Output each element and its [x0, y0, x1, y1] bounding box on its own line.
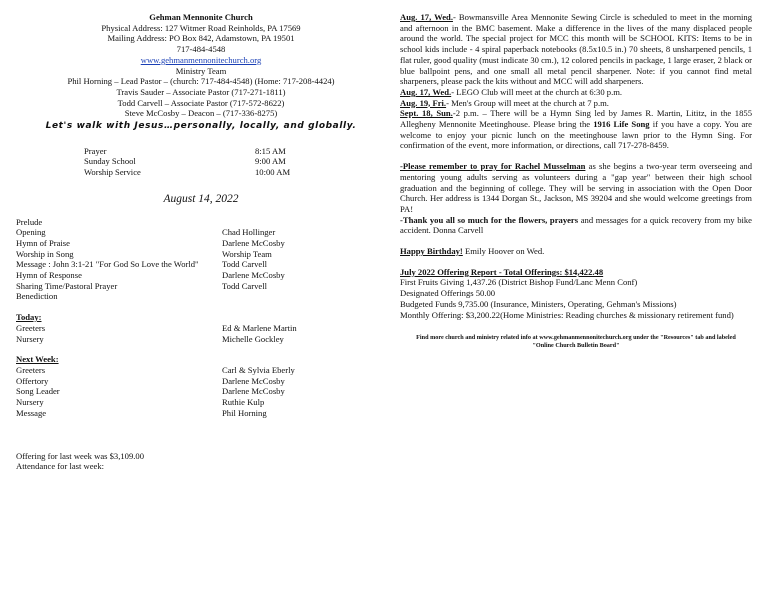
left-column [16, 12, 386, 472]
duty-role: Greeters [16, 322, 46, 333]
offering-report-line: First Fruits Giving 1,437.26 (District Bishop Fund/Lanc Menn Conf) [400, 277, 638, 288]
attendance-note: Attendance for last week: [16, 461, 105, 472]
right-column [400, 12, 752, 349]
church-motto: Let's walk with Jesus…personally, locally, and globally. [45, 121, 357, 132]
service-item: Message : John 3:1-21 "For God So Love the World" [16, 259, 199, 270]
announcement-hymn-sing [400, 108, 752, 151]
offering-report-line: Monthly Offering: $3,200.22(Home Ministries: Reading churches & missionary retirement fund) [400, 309, 734, 320]
staff-line: Steve McCosby – Deacon – (717-336-8275) [124, 108, 278, 119]
today-row [16, 334, 386, 345]
announcement-text: if you have a copy. You are welcome to enjoy your picnic lunch on the meetinghouse lawn prior to the Hymn Sing. For confirmation of the event, more information, or directions, call 717-278-8459. [400, 119, 752, 151]
announcement-lego [400, 87, 752, 98]
announcement-date: Aug. 17, Wed. [400, 86, 452, 97]
duty-role: Nursery [16, 333, 44, 344]
duty-role: Offertory [16, 375, 49, 386]
next-week-row [16, 397, 386, 408]
duty-person: Darlene McCosby [222, 375, 285, 386]
service-item: Opening [16, 227, 46, 238]
prayer-heading: -Please remember to pray for Rachel Musselman [400, 161, 586, 172]
order-of-service [16, 217, 386, 303]
duty-person: Carl & Sylvia Eberly [222, 364, 295, 375]
today-row [16, 323, 386, 334]
service-item: Sharing Time/Pastoral Prayer [16, 280, 118, 291]
announcement-sewing [400, 12, 752, 87]
schedule-row [84, 146, 344, 157]
service-row [16, 259, 386, 270]
duty-role: Greeters [16, 364, 46, 375]
today-heading: Today: [16, 312, 42, 323]
schedule-time: 9:00 AM [255, 156, 286, 167]
thanks-heading: -Thank you all so much for the flowers, prayers [400, 214, 579, 225]
announcement-text: - Men's Group will meet at the church at 7 p.m. [446, 97, 609, 108]
schedule-time: 10:00 AM [255, 167, 291, 178]
service-row [16, 217, 386, 228]
service-person: Chad Hollinger [222, 227, 276, 238]
staff-line: Phil Horning – Lead Pastor – (church: 717-484-4548) (Home: 717-208-4424) [67, 76, 335, 87]
announcement-mens-group [400, 98, 752, 109]
announcement-date: Aug. 17, Wed. [400, 12, 453, 22]
service-date: August 14, 2022 [163, 192, 239, 205]
thank-you-note [400, 215, 752, 236]
announcement-date: Aug. 19, Fri. [400, 97, 447, 108]
service-item: Hymn of Praise [16, 237, 70, 248]
service-row [16, 270, 386, 281]
announcement-date: Sept. 18, Sun. [400, 108, 453, 119]
bulletin-footnote: Find more church and ministry related info at www.gehmanmennonitechurch.org under the "Resources" tab and labeled "Online Church Bulletin Board" [416, 334, 736, 349]
duty-role: Message [16, 407, 47, 418]
announcement-text: - LEGO Club will meet at the church at 6:30 p.m. [451, 86, 623, 97]
offering-report-heading: July 2022 Offering Report - Total Offerings: $14,422.48 [400, 266, 604, 277]
service-row [16, 281, 386, 292]
church-name: Gehman Mennonite Church [149, 12, 253, 22]
prayer-text: as she begins a two-year term overseeing and mentoring young adults serving as volunteers during a "gap year" between their high school graduation and the beginning of college. They will be serving in association with the Open Door Church. Her address is 1344 Dorgan St., Jackson, MS 39204 and she would welcome greetings from PA! [400, 161, 753, 214]
service-row [16, 238, 386, 249]
duty-person: Darlene McCosby [222, 386, 285, 397]
duty-person: Ed & Marlene Martin [222, 322, 297, 333]
offering-report-line: Designated Offerings 50.00 [400, 288, 496, 299]
announcement-text: - Bowmansville Area Mennonite Sewing Circle is scheduled to meet in the morning and afternoon in the BMC basement. Make a difference in the lives of the many displaced people around the world. The special project for MCC this month will be SCHOOL KITS: Items to be in school kids include - 4 spiral paperback notebooks (8.5x10.5 in.) 70 sheets, 8 unsharpened pencils, 1 flat ruler, good quality (must indicate 30 cm.), 12 colored pencils in package, 1 large eraser, 2 black or blue ballpoint pens, and one small all metal pencil sharpener. Note: if you cannot find metal sharpeners, please pack the kits without and MCC will add sharpeners. [400, 12, 752, 87]
church-phone: 717-484-4548 [176, 44, 226, 55]
offering-note: Offering for last week was $3,109.00 [16, 450, 144, 461]
service-person: Darlene McCosby [222, 237, 285, 248]
schedule-time: 8:15 AM [255, 145, 286, 156]
next-week-row [16, 408, 386, 419]
next-week-row [16, 376, 386, 387]
schedule-label: Worship Service [84, 167, 141, 178]
schedule-row [84, 167, 344, 178]
duty-person: Ruthie Kulp [222, 397, 265, 408]
physical-address: Physical Address: 127 Witmer Road Reinholds, PA 17569 [101, 22, 301, 33]
service-person: Todd Carvell [222, 280, 267, 291]
announcement-text: -2 p.m. – There will be a Hymn Sing led by James R. Martin, Lititz, in the 1855 Allegheny Mennonite Meetinghouse. Please bring the [400, 108, 752, 130]
duty-role: Song Leader [16, 386, 60, 397]
service-row [16, 291, 386, 302]
service-item: Worship in Song [16, 248, 74, 259]
service-item: Hymn of Response [16, 270, 82, 281]
birthday-note [400, 246, 752, 257]
service-person: Todd Carvell [222, 259, 267, 270]
ministry-team-heading: Ministry Team [175, 65, 227, 76]
next-week-row [16, 386, 386, 397]
song-title: 1916 Life Song [593, 119, 650, 130]
service-row [16, 249, 386, 260]
birthday-heading: Happy Birthday! [400, 246, 463, 257]
schedule-label: Prayer [84, 145, 107, 156]
schedule-table [84, 146, 344, 178]
mailing-address: Mailing Address: PO Box 842, Adamstown, PA 19501 [107, 33, 295, 44]
birthday-text: Emily Hoover on Wed. [464, 246, 545, 257]
service-item: Benediction [16, 291, 58, 302]
service-row [16, 227, 386, 238]
thanks-text: and messages for a quick recovery from my bike accident. Donna Carvell [400, 214, 752, 236]
next-week-row [16, 365, 386, 376]
duty-person: Phil Horning [222, 407, 267, 418]
service-item: Prelude [16, 216, 43, 227]
prayer-request [400, 161, 752, 215]
duty-person: Michelle Gockley [222, 333, 284, 344]
staff-line: Todd Carvell – Associate Pastor (717-572-8622) [117, 97, 285, 108]
next-week-heading: Next Week: [16, 354, 59, 365]
staff-line: Travis Sauder – Associate Pastor (717-271-1811) [116, 86, 286, 97]
service-person: Worship Team [222, 248, 272, 259]
website-link[interactable]: www.gehmanmennonitechurch.org [140, 54, 262, 65]
offering-report-line: Budgeted Funds 9,735.00 (Insurance, Ministers, Operating, Gehman's Missions) [400, 298, 677, 309]
schedule-label: Sunday School [84, 156, 136, 167]
duty-role: Nursery [16, 397, 44, 408]
schedule-row [84, 156, 344, 167]
service-person: Darlene McCosby [222, 270, 285, 281]
